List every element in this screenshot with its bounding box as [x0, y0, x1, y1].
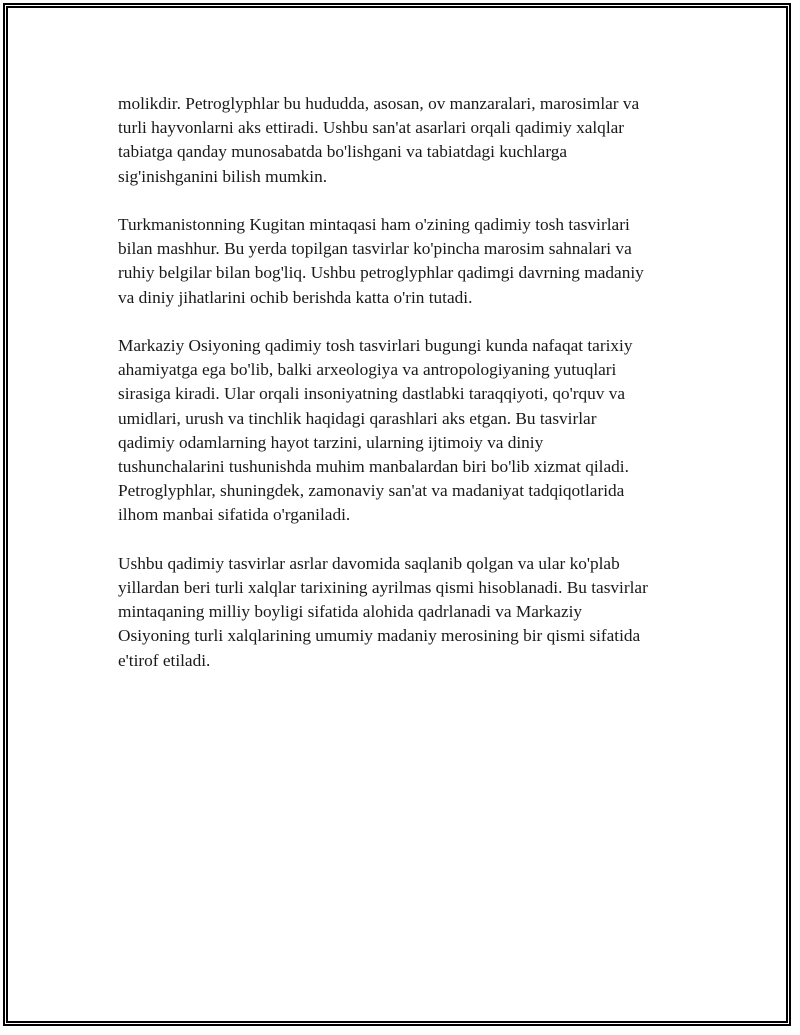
- paragraph-3: Markaziy Osiyoning qadimiy tosh tasvirlari bugungi kunda nafaqat tarixiy ahamiyatga ega bo'lib, balki arxeologiya va antropologiyaning yutuqlari sirasiga kiradi. Ular orqali insoniyatning dastlabki taraqqiyoti, qo'rquv va umidlari, urush va tinchlik haqidagi qarashlari aks etgan. Bu tasvirlar qadimiy odamlarning hayot tarzini, ularning ijtimoiy va diniy tushunchalarini tushunishda muhim manbalardan biri bo'lib xizmat qiladi. Petroglyphlar, shuningdek, zamonaviy san'at va madaniyat tadqiqotlarida ilhom manbai sifatida o'rganiladi.: [118, 336, 633, 525]
- paragraph-1: molikdir. Petroglyphlar bu hududda, asosan, ov manzaralari, marosimlar va turli hayvonlarni aks ettiradi. Ushbu san'at asarlari orqali qadimiy xalqlar tabiatga qanday munosabatda bo'lishgani va tabiatdagi kuchlarga sig'inishganini bilish mumkin.: [118, 94, 640, 186]
- document-body: [118, 92, 690, 697]
- paragraph-2: Turkmanistonning Kugitan mintaqasi ham o'zining qadimiy tosh tasvirlari bilan mashhur. Bu yerda topilgan tasvirlar ko'pincha marosim sahnalari va ruhiy belgilar bilan bog'liq. Ushbu petroglyphlar qadimgi davrning madaniy va diniy jihatlarini ochib berishda katta o'rin tutadi.: [118, 215, 644, 307]
- paragraph-4: Ushbu qadimiy tasvirlar asrlar davomida saqlanib qolgan va ular ko'plab yillardan beri turli xalqlar tarixining ayrilmas qismi hisoblanadi. Bu tasvirlar mintaqaning milliy boyligi sifatida alohida qadrlanadi va Markaziy Osiyoning turli xalqlarining umumiy madaniy merosining bir qismi sifatida e'tirof etiladi.: [118, 553, 648, 670]
